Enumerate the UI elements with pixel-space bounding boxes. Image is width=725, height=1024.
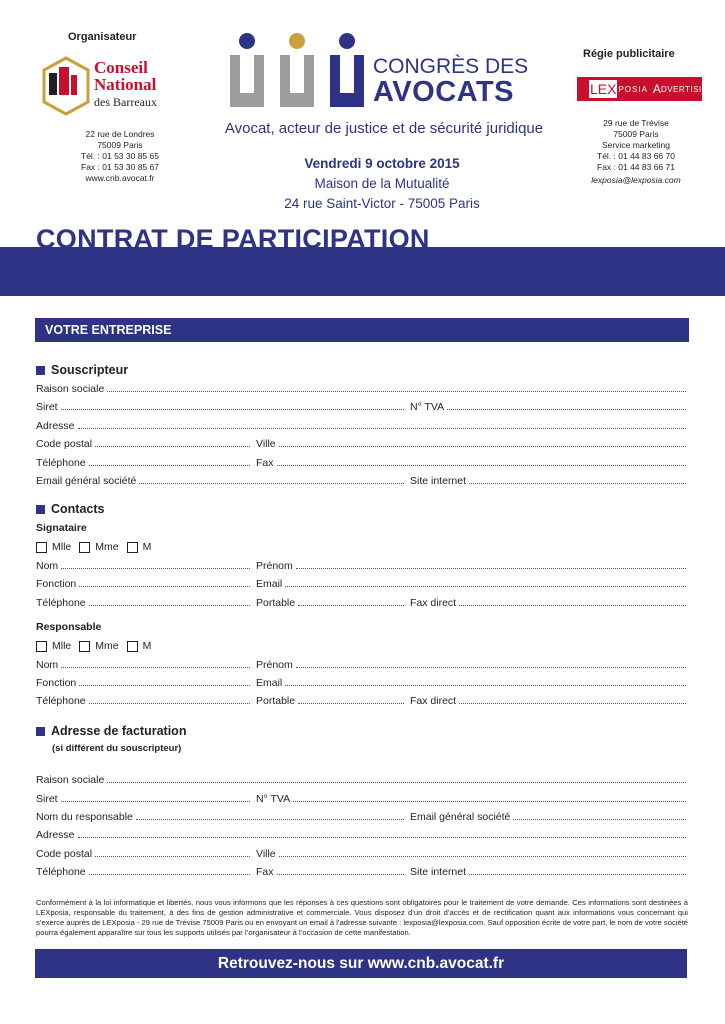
lexposia-address: 29 rue de Trévise 75009 Paris Service marketing Tél. : 01 44 83 66 70 Fax : 01 44 83 66 71 lexposia@lexposia.com [566,118,706,186]
section-bar [35,318,689,342]
legal-notice: Conformément à la loi informatique et libertés, nous vous informons que les réponses à ces questions sont obligatoires pour le traitement de votre demande. Ces informations sont destinées à LEXposia, responsable du traitement, à des fins de gestion administrative et commerciale. Vous disposez d’un droit d’accès et de rectification quant aux informations vous concernant qui s’exerce auprès de LEXposia - 29 rue de Trévise 75009 Paris ou en envoyant un email à l’adresse suivante : lexposia@lexposia.com. Sauf opposition écrite de votre part, le nom de votre société pourra également apparaître sur tous les supports utilisés par l’organisateur à l’occasion de cette manifestation. [36,898,688,937]
event-venue: Maison de la Mutualité [314,176,450,191]
square-bullet-icon [36,505,45,514]
fact-ville[interactable]: Ville [256,846,688,860]
event-date: Vendredi 9 octobre 2015 [304,156,460,171]
lexposia-email: lexposia@lexposia.com [591,175,681,185]
signataire-email[interactable]: Email [256,576,688,590]
facturation-heading: Adresse de facturation [36,724,186,738]
congres-logo [228,30,533,110]
fact-telephone[interactable]: Téléphone [36,864,252,878]
field-tva[interactable]: N° TVA [410,399,688,413]
signataire-portable[interactable]: Portable [256,595,406,609]
contacts-heading: Contacts [36,502,104,516]
field-site[interactable]: Site internet [410,473,688,487]
organisateur-label: Organisateur [68,31,137,43]
signataire-label: Signataire [36,522,87,534]
cnb-hexagon-icon [40,55,92,117]
responsable-email[interactable]: Email [256,675,688,689]
page-title: CONTRAT DE PARTICIPATION [36,224,430,254]
responsable-fax-direct[interactable]: Fax direct [410,693,688,707]
responsable-telephone[interactable]: Téléphone [36,693,252,707]
tagline: Avocat, acteur de justice et de sécurité juridique [224,120,544,137]
responsable-prenom[interactable]: Prénom [256,657,688,671]
checkbox-m[interactable] [127,542,138,553]
signataire-nom[interactable]: Nom [36,558,252,572]
fact-code-postal[interactable]: Code postal [36,846,252,860]
congres-logo-line1: CONGRÈS DES [373,55,529,78]
field-adresse[interactable]: Adresse [36,418,688,432]
checkbox-mlle[interactable] [36,542,47,553]
section-title: VOTRE ENTREPRISE [45,323,172,337]
signataire-prenom[interactable]: Prénom [256,558,688,572]
responsable-portable[interactable]: Portable [256,693,406,707]
cnb-address: 22 rue de Londres 75009 Paris Tél. : 01 53 30 85 65 Fax : 01 53 30 85 67 www.cnb.avocat.fr [81,129,159,183]
congres-logo-line2: AVOCATS [373,76,514,108]
fact-raison-sociale[interactable]: Raison sociale [36,772,688,786]
cnb-logo-line1: Conseil [94,58,148,77]
field-telephone[interactable]: Téléphone [36,455,252,469]
fact-nom-responsable[interactable]: Nom du responsable [36,809,406,823]
signataire-fonction[interactable]: Fonction [36,576,252,590]
checkbox-mlle[interactable] [36,641,47,652]
footer-banner [35,949,687,978]
cnb-logo [40,55,175,117]
field-ville[interactable]: Ville [256,436,688,450]
fact-site[interactable]: Site internet [410,864,688,878]
square-bullet-icon [36,727,45,736]
responsable-civility: Mlle Mme M [36,640,159,652]
field-raison-sociale[interactable]: Raison sociale [36,381,688,395]
checkbox-mme[interactable] [79,641,90,652]
fact-tva[interactable]: N° TVA [256,791,688,805]
checkbox-m[interactable] [127,641,138,652]
field-email[interactable]: Email général société [36,473,406,487]
square-bullet-icon [36,366,45,375]
field-code-postal[interactable]: Code postal [36,436,252,450]
cnb-logo-line3: des Barreaux [94,95,157,109]
footer-text: Retrouvez-nous sur www.cnb.avocat.fr [217,955,505,972]
responsable-label: Responsable [36,621,102,633]
field-fax[interactable]: Fax [256,455,688,469]
cnb-logo-line2: National [94,75,157,94]
souscripteur-heading: Souscripteur [36,363,128,377]
fact-email[interactable]: Email général société [410,809,688,823]
fact-adresse[interactable]: Adresse [36,827,688,841]
checkbox-mme[interactable] [79,542,90,553]
facturation-subheading: (si différent du souscripteur) [52,743,182,754]
signataire-civility: Mlle Mme M [36,541,159,553]
responsable-fonction[interactable]: Fonction [36,675,252,689]
signataire-telephone[interactable]: Téléphone [36,595,252,609]
signataire-fax-direct[interactable]: Fax direct [410,595,688,609]
fact-siret[interactable]: Siret [36,791,252,805]
responsable-nom[interactable]: Nom [36,657,252,671]
congres-figures-icon [228,30,368,110]
fact-fax[interactable]: Fax [256,864,406,878]
lexposia-logo: LEX POSIA A DVERTISING [577,77,702,101]
regie-label: Régie publicitaire [583,48,675,60]
event-address: 24 rue Saint-Victor - 75005 Paris [284,196,480,211]
field-siret[interactable]: Siret [36,399,406,413]
